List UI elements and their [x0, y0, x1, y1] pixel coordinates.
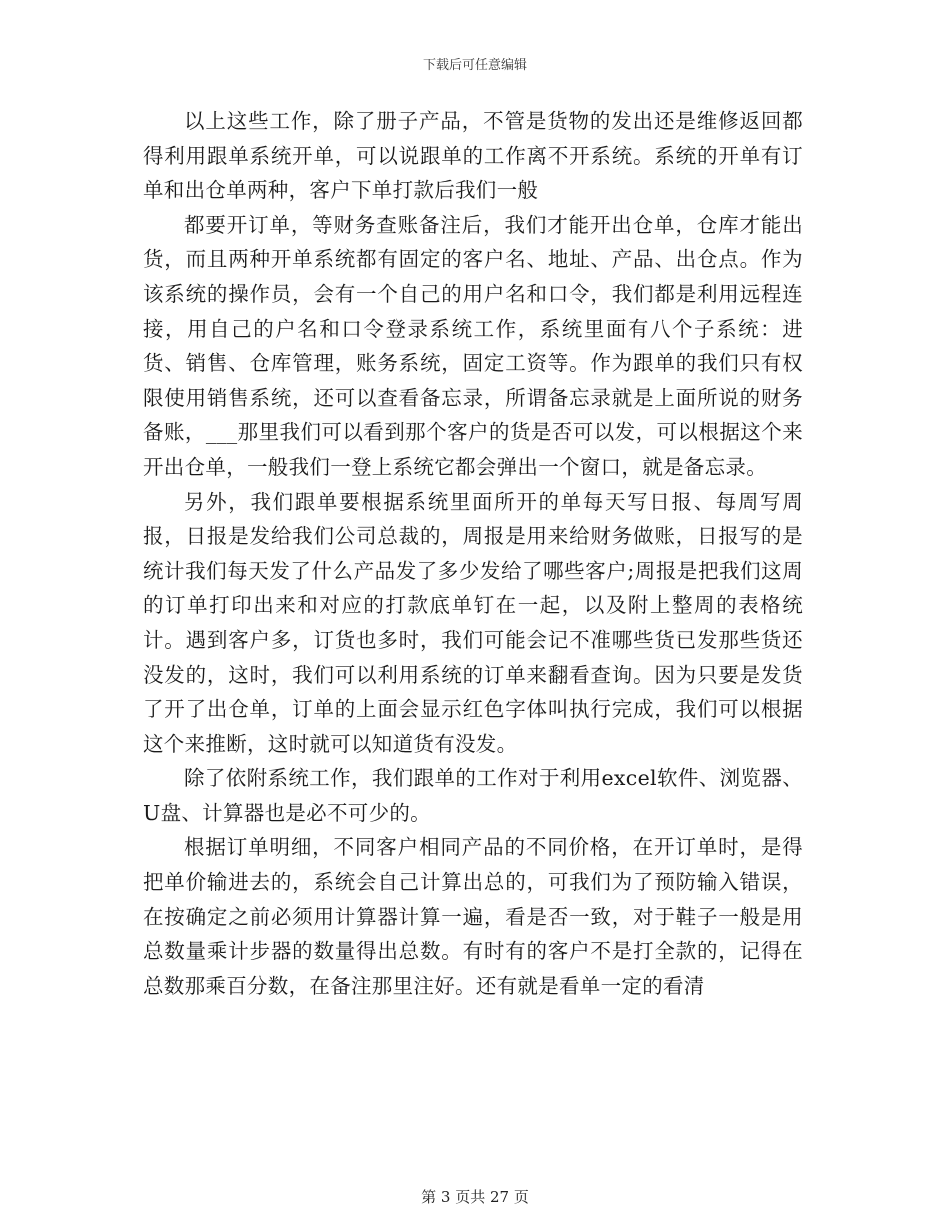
paragraph: 都要开订单，等财务查账备注后，我们才能开出仓单，仓库才能出货，而且两种开单系统都有固定的客户名、地址、产品、出仓点。作为该系统的操作员，会有一个自己的用户名和口令，我们都是利用远程连接，用自己的户名和口令登录系统工作，系统里面有八个子系统：进货、销售、仓库管理，账务系统，固定工资等。作为跟单的我们只有权限使用销售系统，还可以查看备忘录，所谓备忘录就是上面所说的财务备账，___那里我们可以看到那个客户的货是否可以发，可以根据这个来开出仓单，一般我们一登上系统它都会弹出一个窗口，就是备忘录。 [143, 212, 803, 479]
page-header: 下载后可任意编辑 [422, 58, 527, 73]
page-footer: 第 3 页共 27 页 [421, 1188, 529, 1206]
paragraph: 根据订单明细，不同客户相同产品的不同价格，在开订单时，是得把单价输进去的，系统会自己计算出总的，可我们为了预防输入错误，在按确定之前必须用计算器计算一遍，看是否一致，对于鞋子一般是用总数量乘计步器的数量得出总数。有时有的客户不是打全款的，记得在总数那乘百分数，在备注那里注好。还有就是看单一定的看清 [143, 835, 803, 998]
paragraph: 除了依附系统工作，我们跟单的工作对于利用excel软件、浏览器、U盘、计算器也是必不可少的。 [143, 766, 803, 825]
paragraph: 以上这些工作，除了册子产品，不管是货物的发出还是维修返回都得利用跟单系统开单，可以说跟单的工作离不开系统。系统的开单有订单和出仓单两种，客户下单打款后我们一般 [143, 109, 803, 203]
paragraph: 另外，我们跟单要根据系统里面所开的单每天写日报、每周写周报，日报是发给我们公司总裁的，周报是用来给财务做账，日报写的是统计我们每天发了什么产品发了多少发给了哪些客户;周报是把我们这周的订单打印出来和对应的打款底单钉在一起，以及附上整周的表格统计。遇到客户多，订货也多时，我们可能会记不准哪些货已发那些货还没发的，这时，我们可以利用系统的订单来翻看查询。因为只要是发货了开了出仓单，订单的上面会显示红色字体叫执行完成，我们可以根据这个来推断，这时就可以知道货有没发。 [143, 489, 803, 756]
document-body [143, 104, 803, 1003]
